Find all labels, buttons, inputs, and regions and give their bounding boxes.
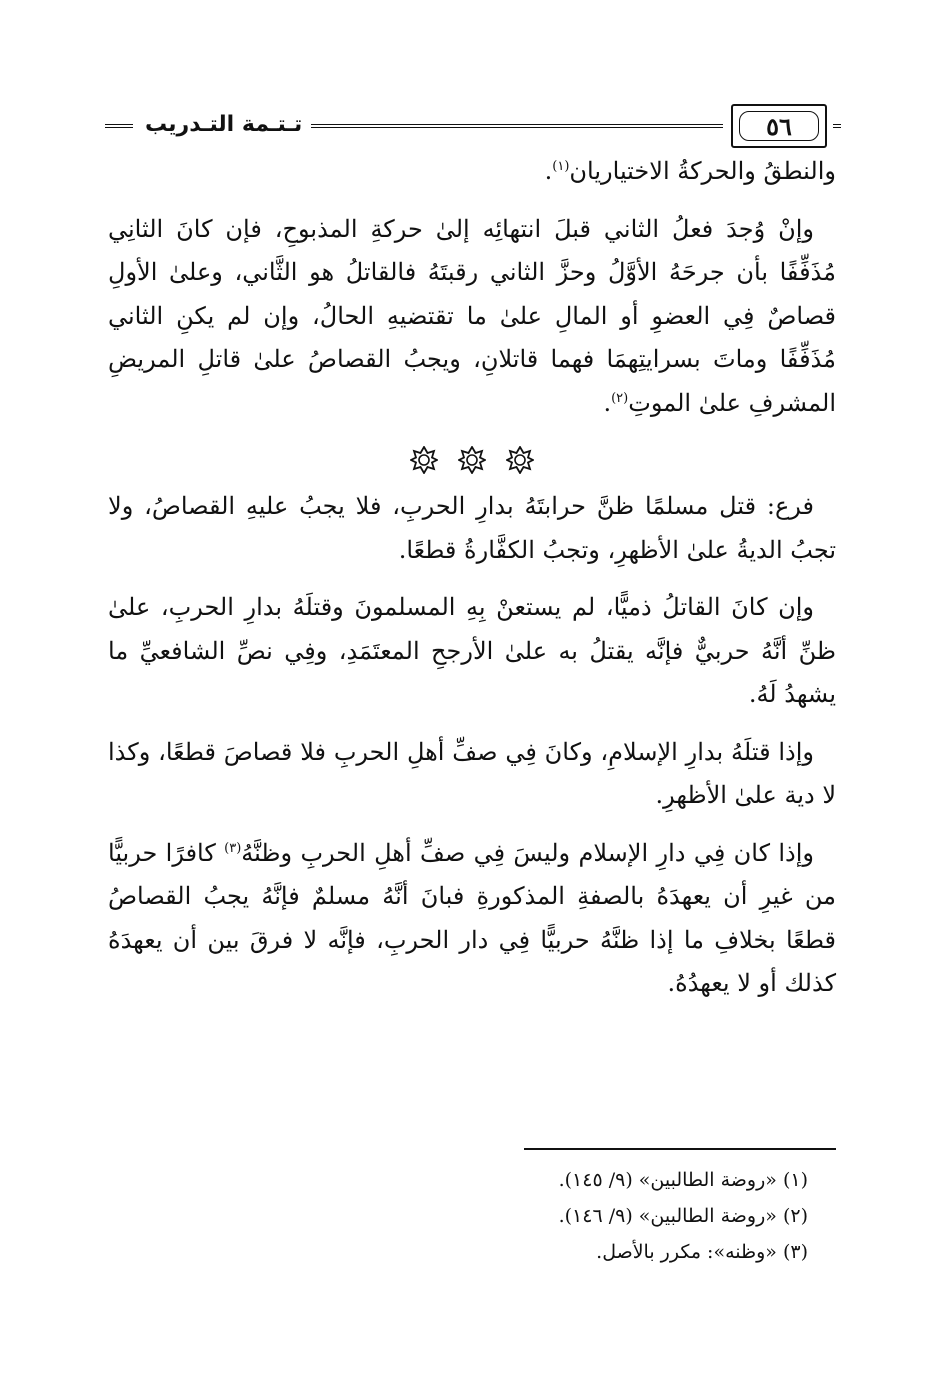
header-rule-right [833,124,841,128]
main-text [108,150,836,1006]
footnote: (١) «روضة الطالبين» (٩/ ١٤٥). [558,1169,808,1191]
footnote-ref: (٢) [611,390,629,406]
paragraph [108,832,836,1006]
footnote: (٣) «وظنه»: مكرر بالأصل. [596,1241,808,1263]
section-divider [108,437,836,477]
paragraph-text: وإذا كان فِي دارِ الإسلام وليسَ فِي صفِّ أهلِ الحربِ وظنَّهُ [241,838,814,867]
paragraph-text: والنطقُ والحركةُ الاختياريان [569,157,836,185]
paragraph-text: وإنْ وُجدَ فعلُ الثاني قبلَ انتهائِه إلىٰ حركةِ المذبوحِ، فإن كانَ الثانِي مُذَفِّفًا بأن جرحَهُ الأوَّلُ وحزَّ الثاني رقبتَهُ فالقاتلُ هو الثَّاني، وعلىٰ الأولِ قصاصٌ فِي العضوِ أو المالِ علىٰ ما تقتضيهِ الحالُ، وإن لم يكنِ الثاني مُذَفِّفًا وماتَ بسرايتِهمَا فهما قاتلانِ، ويجبُ القصاصُ علىٰ قاتلِ المريضِ المشرفِ علىٰ الموتِ [108,214,836,417]
paragraph-text: كافرًا حربيًّا من غيرِ أن يعهدَهُ بالصفةِ المذكورةِ فبانَ أنَّهُ مسلمٌ فإنَّهُ يجبُ القصاصُ قطعًا بخلافِ ما إذا ظنَّهُ حربيًّا فِي دار الحربِ، فإنَّه لا فرقَ بين أن يعهدَهُ كذلك أو لا يعهدُهُ. [108,838,836,997]
running-title: تـتـمة التـدريب [145,112,303,137]
header-rule-left [105,124,133,128]
star-flower-icon [506,446,534,474]
header-rule-middle [311,124,723,128]
footnote: (٢) «روضة الطالبين» (٩/ ١٤٦). [558,1205,808,1227]
footnote-ref: (٣) [224,840,242,856]
paragraph: والنطقُ والحركةُ الاختياريان$^{(١)}$. [544,157,836,185]
star-flower-icon [458,446,486,474]
paragraph: وإذا قتلَهُ بدارِ الإسلامِ، وكانَ فِي صفِّ أهلِ الحربِ فلا قصاصَ قطعًا، وكذا لا دية علىٰ الأظهرِ. [108,737,836,809]
page-header [105,104,835,150]
footnotes [248,1162,808,1270]
star-flower-icon [410,446,438,474]
page-number: ٥٦ [766,111,792,141]
footnote-separator [524,1148,836,1150]
paragraph: وإنْ وُجدَ فعلُ الثاني قبلَ انتهائِه إلىٰ حركةِ المذبوحِ، فإن كانَ الثانِي مُذَفِّفًا بأن جرحَهُ الأوَّلُ وحزَّ الثاني رقبتَهُ فالقاتلُ هو الثَّاني، وعلىٰ الأولِ قصاصٌ فِي العضوِ أو المالِ علىٰ ما تقتضيهِ الحالُ، وإن لم يكنِ الثاني مُذَفِّفًا وماتَ بسرايتِهمَا فهما قاتلانِ، ويجبُ القصاصُ علىٰ قاتلِ المريضِ المشرفِ علىٰ الموتِ$^{(٢)}$. [108,214,836,417]
page-number-box [731,104,827,148]
paragraph: فرع: قتل مسلمًا ظنَّ حرابتَهُ بدارِ الحربِ، فلا يجبُ عليهِ القصاصُ، ولا تجبُ الديةُ علىٰ الأظهرِ، وتجبُ الكفَّارةُ قطعًا. [108,492,836,564]
paragraph: وإن كانَ القاتلُ ذميًّا، لم يستعنْ بِهِ المسلمونَ وقتلَهُ بدارِ الحربِ، علىٰ ظنِّ أنَّهُ حربيٌّ فإنَّه يقتلُ به علىٰ الأرجحِ المعتَمَدِ، وفِي نصِّ الشافعيِّ ما يشهدُ لَهُ. [108,593,836,708]
footnote-ref: (١) [552,159,570,174]
